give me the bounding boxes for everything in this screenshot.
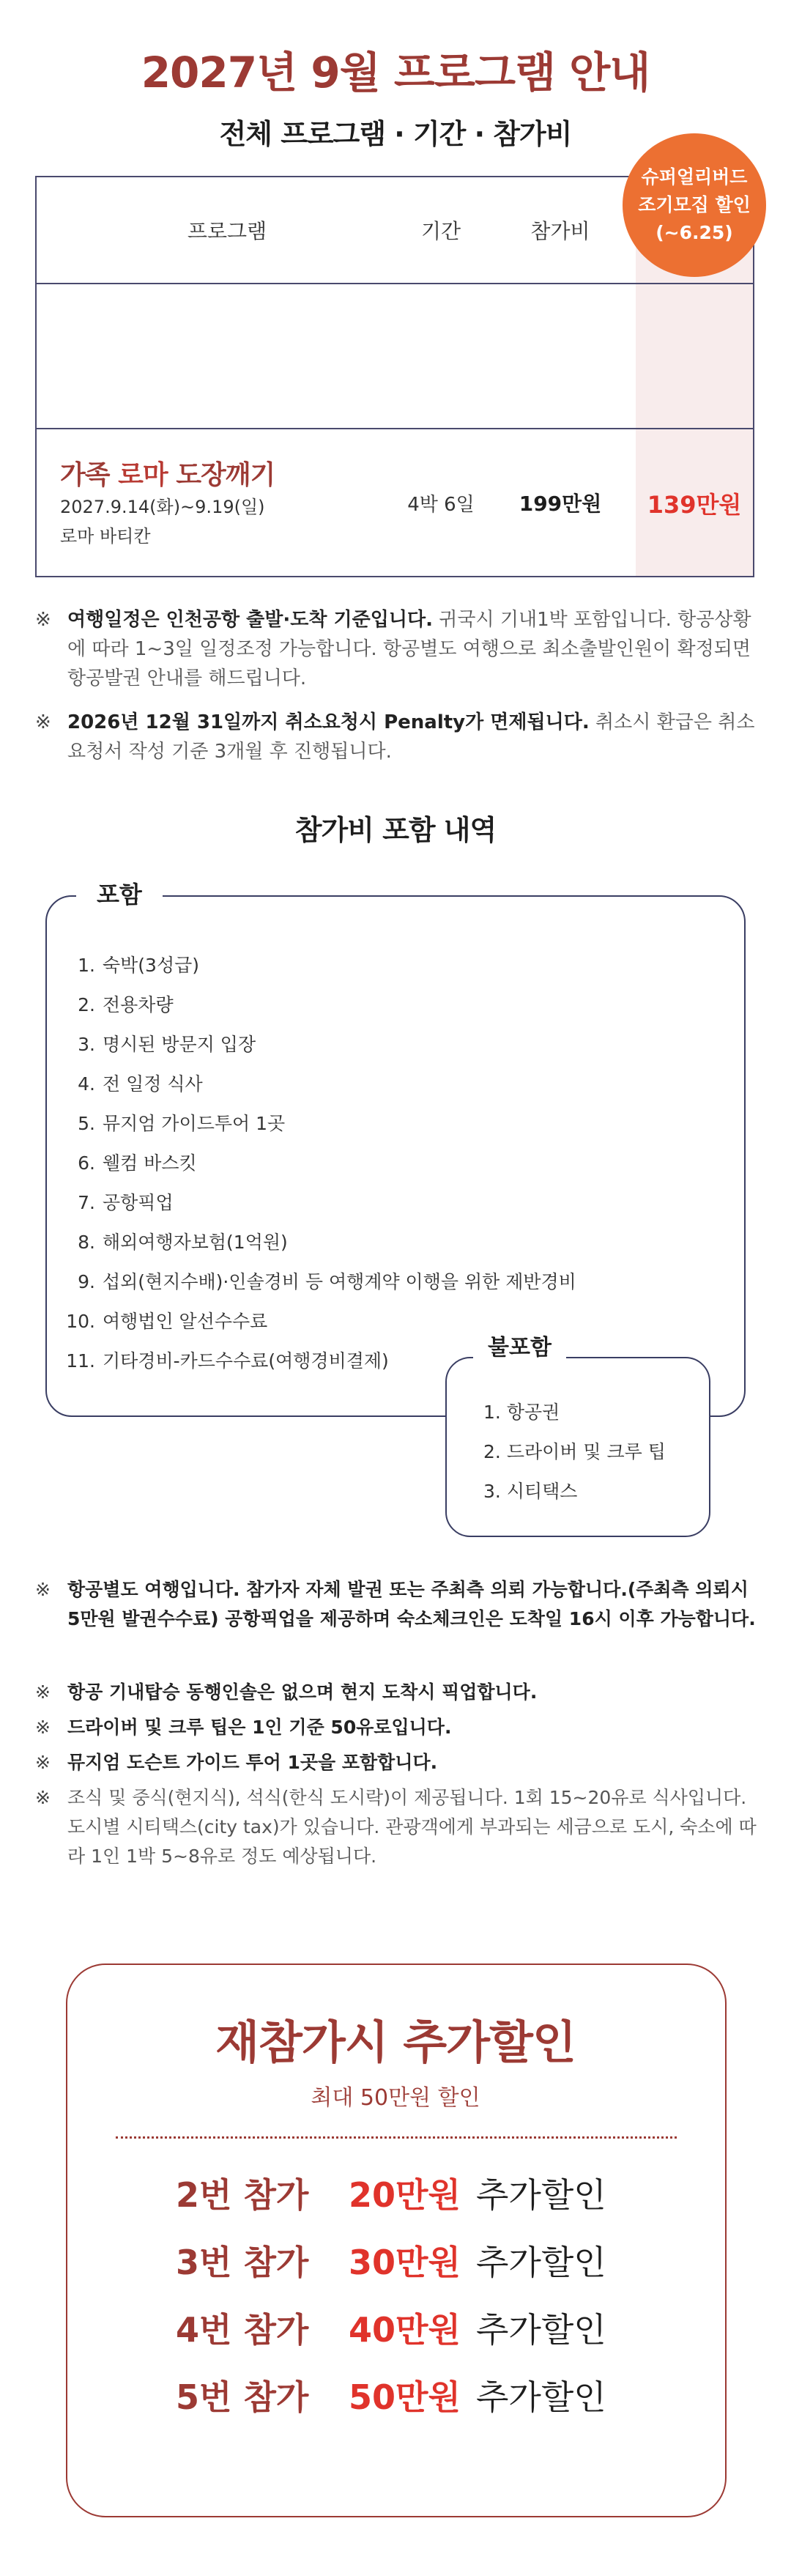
discount-amount: 30만원	[349, 2243, 461, 2282]
list-item: 10. 여행법인 알선수수료	[66, 1311, 268, 1332]
list-item: 8. 해외여행자보험(1억원)	[78, 1232, 288, 1253]
list-item: 4. 전 일정 식사	[78, 1073, 203, 1095]
program-places: 로마 바티칸	[60, 526, 151, 547]
list-item: 6. 웰컴 바스킷	[78, 1152, 197, 1174]
program-date: 2027.9.14(화)~9.19(일)	[60, 497, 265, 517]
early-bird-badge	[623, 133, 766, 277]
dotted-divider	[116, 2136, 677, 2139]
note-bold: 항공 기내탑승 동행인솔은 없으며 현지 도착시 픽업합니다.	[67, 1681, 538, 1703]
badge-line: (~6.25)	[656, 222, 733, 243]
note-mark: ※	[35, 1579, 51, 1600]
header-period: 기간	[420, 219, 461, 243]
list-item: 3. 시티택스	[483, 1481, 578, 1502]
discount-suffix: 추가할인	[476, 2310, 606, 2350]
note-mark: ※	[35, 1787, 51, 1808]
badge-line: 슈퍼얼리버드	[641, 166, 748, 188]
note-bold: 여행일정은 인천공항 출발·도착 기준입니다.	[67, 609, 433, 631]
list-item: 2. 전용차량	[78, 994, 174, 1015]
discount-amount: 50만원	[349, 2377, 461, 2417]
exclusions-label: 불포함	[473, 1329, 566, 1361]
list-item: 9. 섭외(현지수배)·인솔경비 등 여행계약 이행을 위한 제반경비	[78, 1271, 576, 1292]
page-title: 2027년 9월 프로그램 안내	[141, 48, 650, 97]
list-item: 1. 숙박(3성급)	[78, 955, 200, 976]
discount-times: 3번 참가	[176, 2243, 309, 2282]
discount-amount: 20만원	[349, 2175, 461, 2215]
note-item	[35, 1748, 760, 1780]
list-item: 2. 드라이버 및 크루 팁	[483, 1441, 666, 1462]
header-price: 참가비	[530, 219, 590, 243]
discount-title: 재참가시 추가할인	[215, 2016, 576, 2069]
note-item	[35, 1783, 760, 1886]
page-subtitle: 전체 프로그램 · 기간 · 참가비	[219, 118, 572, 150]
note-bold: 뮤지엄 도슨트 가이드 투어 1곳을 포함합니다.	[67, 1752, 438, 1773]
note-item	[35, 605, 760, 700]
note-item	[35, 1575, 760, 1670]
note-mark: ※	[35, 1681, 51, 1703]
note-text: 취소시 환급은 취소요청서 작성 기준 3개월 후 진행됩니다.	[67, 711, 755, 763]
note-bold: 드라이버 및 크루 팁은 1인 기준 50유로입니다.	[67, 1717, 452, 1738]
list-item: 1. 항공권	[483, 1402, 560, 1423]
table-divider	[37, 428, 753, 429]
list-item: 5. 뮤지엄 가이드투어 1곳	[78, 1113, 286, 1134]
note-item	[35, 1678, 760, 1710]
note-bold: 항공별도 여행입니다. 참가자 자체 발권 또는 주최측 의뢰 가능합니다.(주최측 의뢰시 5만원 발권수수료) 공항픽업을 제공하며 숙소체크인은 도착일 16시 이후 가능합니다.	[67, 1579, 756, 1629]
note-text: 조식 및 중식(현지식), 석식(한식 도시락)이 제공됩니다. 1회 15~20유로 식사입니다. 도시별 시티택스(city tax)가 있습니다. 관광객에게 부과되는 세금으로 도시, 숙소에 따라 1인 1박 5~8유로 정도 예상됩니다.	[67, 1787, 757, 1867]
discount-suffix: 추가할인	[476, 2243, 606, 2282]
program-sale-price: 139만원	[647, 491, 742, 519]
discount-times: 2번 참가	[176, 2175, 309, 2215]
discount-times: 4번 참가	[176, 2310, 309, 2350]
note-item	[35, 1713, 760, 1745]
program-price: 199만원	[519, 492, 602, 516]
discount-suffix: 추가할인	[476, 2175, 606, 2215]
discount-amount: 40만원	[349, 2310, 461, 2350]
header-program: 프로그램	[187, 219, 267, 243]
list-item: 7. 공항픽업	[78, 1192, 174, 1213]
inclusions-label: 포함	[76, 876, 163, 910]
program-period: 4박 6일	[407, 494, 475, 516]
program-name: 가족 로마 도장깨기	[60, 460, 275, 490]
discount-suffix: 추가할인	[476, 2377, 606, 2417]
list-item: 11. 기타경비-카드수수료(여행경비결제)	[66, 1350, 389, 1372]
note-mark: ※	[35, 609, 51, 631]
note-mark: ※	[35, 711, 51, 733]
inclusions-title: 참가비 포함 내역	[294, 814, 497, 846]
note-mark: ※	[35, 1752, 51, 1773]
note-text: 귀국시 기내1박 포함입니다. 항공상황에 따라 1~3일 일정조정 가능합니다. 항공별도 여행으로 최소출발인원이 확정되면 항공발권 안내를 해드립니다.	[67, 609, 751, 689]
discount-times: 5번 참가	[176, 2377, 309, 2417]
note-bold: 2026년 12월 31일까지 취소요청시 Penalty가 면제됩니다.	[67, 711, 590, 733]
table-divider	[37, 283, 753, 284]
note-mark: ※	[35, 1717, 51, 1738]
list-item: 3. 명시된 방문지 입장	[78, 1034, 256, 1055]
badge-line: 조기모집 할인	[638, 194, 751, 215]
note-item	[35, 708, 760, 774]
discount-subtitle: 최대 50만원 할인	[311, 2085, 480, 2111]
